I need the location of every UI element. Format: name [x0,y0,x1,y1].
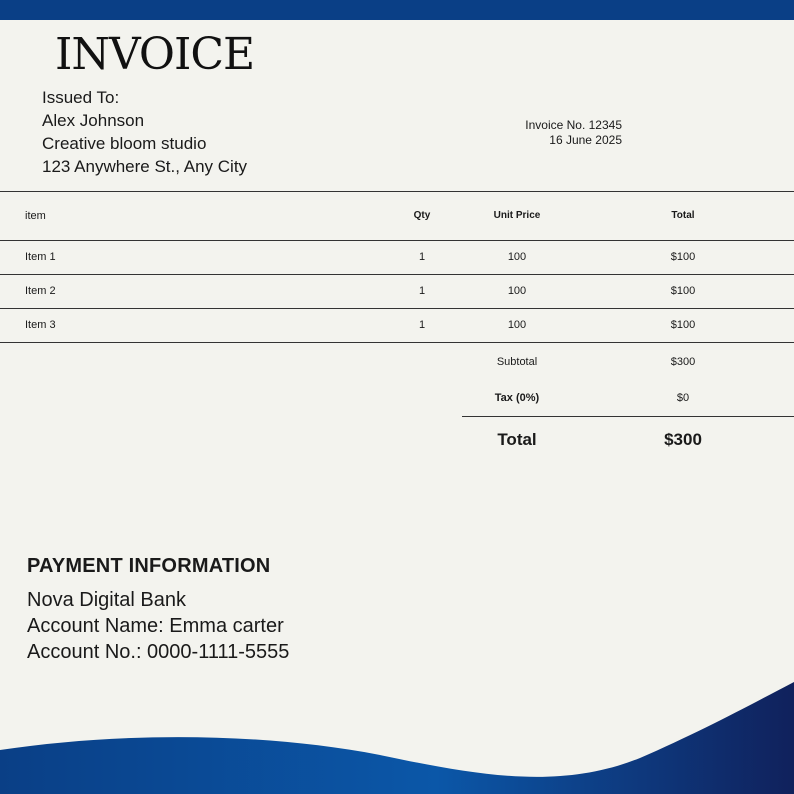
invoice-title: INVOICE [55,29,255,80]
tax-value: $0 [676,392,690,404]
column-header-total: Total [671,210,695,221]
subtotal-label: Subtotal [496,356,538,368]
invoice-date: 16 June 2025 [549,133,622,147]
issued-to-label: Issued To: [42,88,120,107]
account-name: Account Name: Emma carter [27,615,284,637]
client-address: 123 Anywhere St., Any City [42,157,248,176]
account-number: Account No.: 0000-1111-5555 [27,641,290,663]
table-header-divider [0,240,794,241]
row-divider [0,308,794,309]
row-qty: 1 [418,285,426,297]
row-unit-price: 100 [507,251,527,263]
row-item: Item 1 [25,251,56,263]
row-item: Item 2 [25,285,56,297]
column-header-item: item [25,210,46,222]
issued-to-block [42,86,247,178]
table-bottom-divider [0,342,794,343]
row-unit-price: 100 [507,285,527,297]
row-total: $100 [670,251,696,263]
client-name: Alex Johnson [42,111,145,130]
tax-label: Tax (0%) [494,392,540,404]
total-value: $300 [664,430,702,449]
payment-heading: PAYMENT INFORMATION [27,555,271,577]
column-header-unit-price: Unit Price [493,210,541,221]
bank-name: Nova Digital Bank [27,589,186,611]
subtotal-value: $300 [670,356,696,368]
total-label: Total [497,430,537,449]
column-header-qty: Qty [413,210,431,221]
client-company: Creative bloom studio [42,134,207,153]
invoice-number: Invoice No. 12345 [525,118,622,132]
row-qty: 1 [418,251,426,263]
table-top-divider [0,191,794,192]
totals-divider [462,416,794,417]
payment-details [27,587,289,665]
bottom-wave-decoration [0,680,794,794]
row-total: $100 [670,319,696,331]
row-unit-price: 100 [507,319,527,331]
row-qty: 1 [418,319,426,331]
row-total: $100 [670,285,696,297]
row-item: Item 3 [25,319,56,331]
invoice-meta [525,118,622,148]
top-accent-bar [0,0,794,20]
row-divider [0,274,794,275]
